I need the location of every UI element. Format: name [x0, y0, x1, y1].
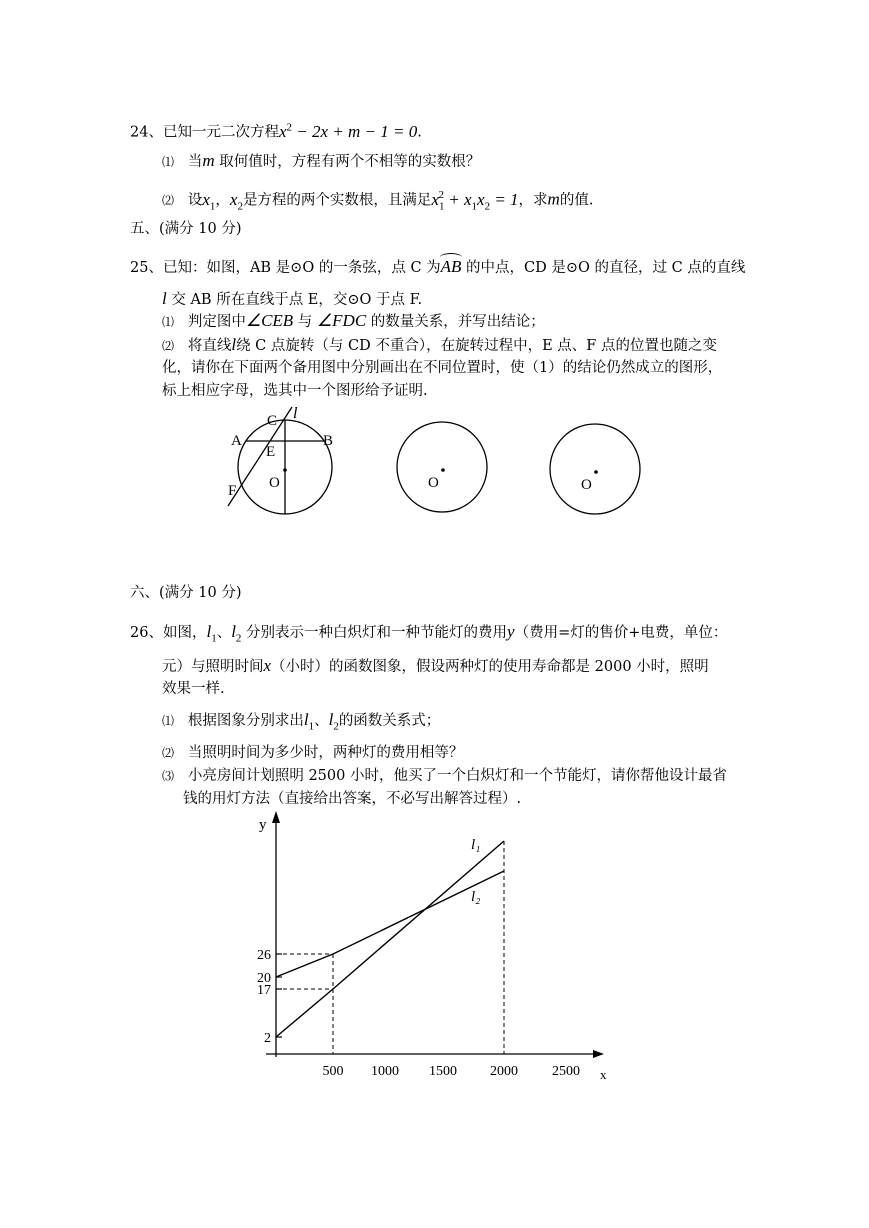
- y-tick-label-26: 26: [257, 948, 271, 963]
- q25-part2-line1: ⑵ 将直线l绕 C 点旋转（与 CD 不重合），在旋转过程中，E 点、F 点的位置也随之变: [162, 335, 717, 354]
- x-tick-label-1500: 1500: [429, 1064, 457, 1079]
- chart-axes: [266, 811, 604, 1058]
- x-tick-label-2500: 2500: [552, 1064, 580, 1079]
- q25-line2: l 交 AB 所在直线于点 E，交⊙O 于点 F.: [162, 289, 423, 308]
- q24-part1: ⑴ 当m 取何值时，方程有两个不相等的实数根？: [162, 151, 481, 170]
- x-axis-label: x: [600, 1067, 607, 1082]
- y-tick-label-17: 17: [257, 983, 271, 998]
- series-label-l1: l₁: [471, 837, 481, 853]
- q26-part3-line1: ⑶ 小亮房间计划照明 2500 小时，他买了一个白炽灯和一个节能灯，请你帮他设计最省: [162, 768, 727, 784]
- label-l: l: [293, 405, 298, 422]
- label-b: B: [323, 433, 334, 449]
- y-tick-label-20: 20: [257, 971, 271, 986]
- y-tick-label-2: 2: [264, 1031, 271, 1046]
- q24-equation: $x^2 - 2x + m - 1 = 0$: [278, 121, 418, 141]
- section-5-heading: 五、(满分 10 分): [130, 221, 242, 237]
- q26-part1: ⑴ 根据图象分别求出$l_1$、$l_2$的函数关系式；: [162, 710, 441, 733]
- x-tick-label-1000: 1000: [371, 1064, 399, 1079]
- q26-line2: 元）与照明时间x（小时）的函数图象，假设两种灯的使用寿命都是 2000 小时，照明: [162, 656, 709, 675]
- y-axis-label: y: [259, 817, 267, 833]
- arc-ab: AB: [440, 257, 462, 276]
- q26-part3-line2: 钱的用灯方法（直接给出答案，不必写出解答过程）.: [183, 791, 522, 807]
- label-o-main: O: [269, 475, 280, 491]
- q25-part2-line3: 标上相应字母，选其中一个图形给予证明.: [162, 383, 428, 399]
- q25-line1: 25、已知：如图，AB 是⊙O 的一条弦，点 C 为AB 的中点，CD 是⊙O 的直径，过 C 点的直线: [130, 257, 746, 276]
- q25-part1: ⑴ 判定图中∠CEB 与 ∠FDC 的数量关系，并写出结论；: [162, 311, 545, 330]
- section-6-heading: 六、(满分 10 分): [130, 585, 242, 601]
- q24-stem: 24、已知一元二次方程$x^2 - 2x + m - 1 = 0$.: [130, 121, 422, 141]
- q24-part2: ⑵ 设$x_1$，$x_2$是方程的两个实数根，且满足$x_1^2 + x_1x_2 = 1$，求m的值.: [162, 189, 594, 213]
- series-label-l2: l₂: [471, 889, 481, 905]
- label-o-spare-2: O: [581, 477, 592, 493]
- label-a: A: [231, 433, 242, 449]
- q26-line3: 效果一样.: [162, 681, 225, 697]
- q26-line1: 26、如图，$l_1$、$l_2$ 分别表示一种白炽灯和一种节能灯的费用y（费用=灯的售价+电费，单位：: [130, 622, 728, 645]
- label-e: E: [266, 444, 276, 460]
- label-o-spare-1: O: [428, 475, 439, 491]
- series-line-2: [276, 871, 504, 977]
- label-f: F: [228, 483, 237, 499]
- series-line-1: [276, 841, 504, 1037]
- label-c: C: [267, 413, 278, 429]
- q26-part2: ⑵ 当照明时间为多少时，两种灯的费用相等？: [162, 745, 464, 761]
- x-tick-label-2000: 2000: [490, 1064, 518, 1079]
- x-tick-label-500: 500: [322, 1064, 344, 1079]
- q25-part2-line2: 化，请你在下面两个备用图中分别画出在不同位置时，使（1）的结论仍然成立的图形，: [162, 360, 723, 376]
